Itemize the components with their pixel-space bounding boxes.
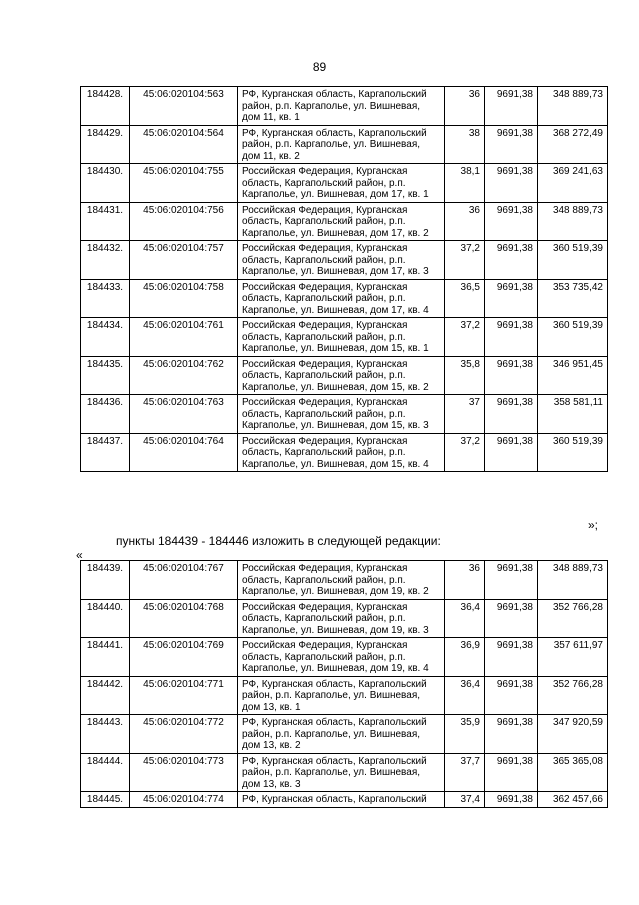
row-number-cell: 184445. (81, 792, 130, 808)
cadastral-number-cell: 45:06:020104:761 (130, 318, 238, 357)
address-cell: Российская Федерация, Курганская область, Каргапольский район, р.п. Каргаполье, ул. Вишневая, дом 17, кв. 2 (238, 202, 445, 241)
address-cell: Российская Федерация, Курганская область, Каргапольский район, р.п. Каргаполье, ул. Вишневая, дом 15, кв. 2 (238, 356, 445, 395)
table-row (81, 753, 608, 792)
row-number-cell: 184441. (81, 638, 130, 677)
cadastral-number-cell: 45:06:020104:768 (130, 599, 238, 638)
price-cell: 9691,38 (485, 87, 538, 126)
price-cell: 9691,38 (485, 753, 538, 792)
address-cell: РФ, Курганская область, Каргапольский район, р.п. Каргаполье, ул. Вишневая, дом 13, кв. 1 (238, 676, 445, 715)
price-cell: 9691,38 (485, 792, 538, 808)
table-row (81, 87, 608, 126)
cadastral-number-cell: 45:06:020104:773 (130, 753, 238, 792)
row-number-cell: 184440. (81, 599, 130, 638)
cadastral-number-cell: 45:06:020104:772 (130, 715, 238, 754)
address-cell: Российская Федерация, Курганская область, Каргапольский район, р.п. Каргаполье, ул. Вишневая, дом 19, кв. 2 (238, 561, 445, 600)
row-number-cell: 184439. (81, 561, 130, 600)
price-cell: 9691,38 (485, 561, 538, 600)
row-number-cell: 184431. (81, 202, 130, 241)
cadastral-number-cell: 45:06:020104:767 (130, 561, 238, 600)
table-row (81, 241, 608, 280)
table-row (81, 561, 608, 600)
total-value-cell: 352 766,28 (538, 599, 608, 638)
area-cell: 35,8 (445, 356, 485, 395)
price-cell: 9691,38 (485, 676, 538, 715)
cadastral-number-cell: 45:06:020104:769 (130, 638, 238, 677)
cadastral-number-cell: 45:06:020104:774 (130, 792, 238, 808)
row-number-cell: 184429. (81, 125, 130, 164)
total-value-cell: 360 519,39 (538, 318, 608, 357)
address-cell: РФ, Курганская область, Каргапольский район, р.п. Каргаполье, ул. Вишневая, дом 11, кв. 1 (238, 87, 445, 126)
price-cell: 9691,38 (485, 638, 538, 677)
property-table-2 (80, 560, 608, 808)
total-value-cell: 346 951,45 (538, 356, 608, 395)
table-row (81, 792, 608, 808)
total-value-cell: 362 457,66 (538, 792, 608, 808)
address-cell: Российская Федерация, Курганская область, Каргапольский район, р.п. Каргаполье, ул. Вишневая, дом 17, кв. 1 (238, 164, 445, 203)
cadastral-number-cell: 45:06:020104:756 (130, 202, 238, 241)
area-cell: 36,9 (445, 638, 485, 677)
address-cell: Российская Федерация, Курганская область, Каргапольский район, р.п. Каргаполье, ул. Вишневая, дом 17, кв. 3 (238, 241, 445, 280)
cadastral-number-cell: 45:06:020104:763 (130, 395, 238, 434)
row-number-cell: 184443. (81, 715, 130, 754)
total-value-cell: 365 365,08 (538, 753, 608, 792)
price-cell: 9691,38 (485, 318, 538, 357)
cadastral-number-cell: 45:06:020104:764 (130, 433, 238, 472)
table-row (81, 356, 608, 395)
price-cell: 9691,38 (485, 241, 538, 280)
total-value-cell: 348 889,73 (538, 202, 608, 241)
row-number-cell: 184442. (81, 676, 130, 715)
total-value-cell: 358 581,11 (538, 395, 608, 434)
area-cell: 37 (445, 395, 485, 434)
opening-quote: « (76, 548, 83, 562)
page-number: 89 (312, 60, 327, 74)
cadastral-number-cell: 45:06:020104:757 (130, 241, 238, 280)
address-cell: Российская Федерация, Курганская область, Каргапольский район, р.п. Каргаполье, ул. Вишневая, дом 17, кв. 4 (238, 279, 445, 318)
area-cell: 37,2 (445, 433, 485, 472)
row-number-cell: 184435. (81, 356, 130, 395)
price-cell: 9691,38 (485, 599, 538, 638)
row-number-cell: 184428. (81, 87, 130, 126)
price-cell: 9691,38 (485, 433, 538, 472)
total-value-cell: 348 889,73 (538, 87, 608, 126)
row-number-cell: 184433. (81, 279, 130, 318)
table-row (81, 599, 608, 638)
area-cell: 37,4 (445, 792, 485, 808)
closing-quote: »; (588, 518, 599, 532)
table-row (81, 395, 608, 434)
price-cell: 9691,38 (485, 356, 538, 395)
area-cell: 36,4 (445, 599, 485, 638)
total-value-cell: 353 735,42 (538, 279, 608, 318)
table-row (81, 433, 608, 472)
address-cell: РФ, Курганская область, Каргапольский район, р.п. Каргаполье, ул. Вишневая, дом 11, кв. 2 (238, 125, 445, 164)
row-number-cell: 184432. (81, 241, 130, 280)
total-value-cell: 360 519,39 (538, 241, 608, 280)
table-row (81, 715, 608, 754)
table-row (81, 164, 608, 203)
table-row (81, 202, 608, 241)
area-cell: 35,9 (445, 715, 485, 754)
total-value-cell: 352 766,28 (538, 676, 608, 715)
price-cell: 9691,38 (485, 202, 538, 241)
cadastral-number-cell: 45:06:020104:564 (130, 125, 238, 164)
table-row (81, 125, 608, 164)
area-cell: 36 (445, 87, 485, 126)
area-cell: 37,7 (445, 753, 485, 792)
row-number-cell: 184444. (81, 753, 130, 792)
cadastral-number-cell: 45:06:020104:755 (130, 164, 238, 203)
table-row (81, 279, 608, 318)
price-cell: 9691,38 (485, 715, 538, 754)
table-row (81, 676, 608, 715)
area-cell: 37,2 (445, 241, 485, 280)
table-row (81, 318, 608, 357)
cadastral-number-cell: 45:06:020104:771 (130, 676, 238, 715)
area-cell: 36,4 (445, 676, 485, 715)
area-cell: 36 (445, 202, 485, 241)
price-cell: 9691,38 (485, 279, 538, 318)
cadastral-number-cell: 45:06:020104:563 (130, 87, 238, 126)
total-value-cell: 368 272,49 (538, 125, 608, 164)
price-cell: 9691,38 (485, 164, 538, 203)
address-cell: РФ, Курганская область, Каргапольский (238, 792, 445, 808)
address-cell: Российская Федерация, Курганская область, Каргапольский район, р.п. Каргаполье, ул. Вишневая, дом 15, кв. 1 (238, 318, 445, 357)
address-cell: Российская Федерация, Курганская область, Каргапольский район, р.п. Каргаполье, ул. Вишневая, дом 19, кв. 3 (238, 599, 445, 638)
row-number-cell: 184430. (81, 164, 130, 203)
row-number-cell: 184437. (81, 433, 130, 472)
area-cell: 37,2 (445, 318, 485, 357)
cadastral-number-cell: 45:06:020104:762 (130, 356, 238, 395)
address-cell: РФ, Курганская область, Каргапольский район, р.п. Каргаполье, ул. Вишневая, дом 13, кв. 2 (238, 715, 445, 754)
total-value-cell: 369 241,63 (538, 164, 608, 203)
address-cell: Российская Федерация, Курганская область, Каргапольский район, р.п. Каргаполье, ул. Вишневая, дом 15, кв. 4 (238, 433, 445, 472)
address-cell: Российская Федерация, Курганская область, Каргапольский район, р.п. Каргаполье, ул. Вишневая, дом 19, кв. 4 (238, 638, 445, 677)
row-number-cell: 184434. (81, 318, 130, 357)
property-table-1 (80, 86, 608, 472)
address-cell: РФ, Курганская область, Каргапольский район, р.п. Каргаполье, ул. Вишневая, дом 13, кв. 3 (238, 753, 445, 792)
area-cell: 38,1 (445, 164, 485, 203)
area-cell: 36,5 (445, 279, 485, 318)
address-cell: Российская Федерация, Курганская область, Каргапольский район, р.п. Каргаполье, ул. Вишневая, дом 15, кв. 3 (238, 395, 445, 434)
total-value-cell: 360 519,39 (538, 433, 608, 472)
price-cell: 9691,38 (485, 125, 538, 164)
price-cell: 9691,38 (485, 395, 538, 434)
total-value-cell: 348 889,73 (538, 561, 608, 600)
amendment-instruction: пункты 184439 - 184446 изложить в следующей редакции: (116, 534, 441, 548)
row-number-cell: 184436. (81, 395, 130, 434)
area-cell: 36 (445, 561, 485, 600)
area-cell: 38 (445, 125, 485, 164)
table-row (81, 638, 608, 677)
total-value-cell: 347 920,59 (538, 715, 608, 754)
total-value-cell: 357 611,97 (538, 638, 608, 677)
cadastral-number-cell: 45:06:020104:758 (130, 279, 238, 318)
